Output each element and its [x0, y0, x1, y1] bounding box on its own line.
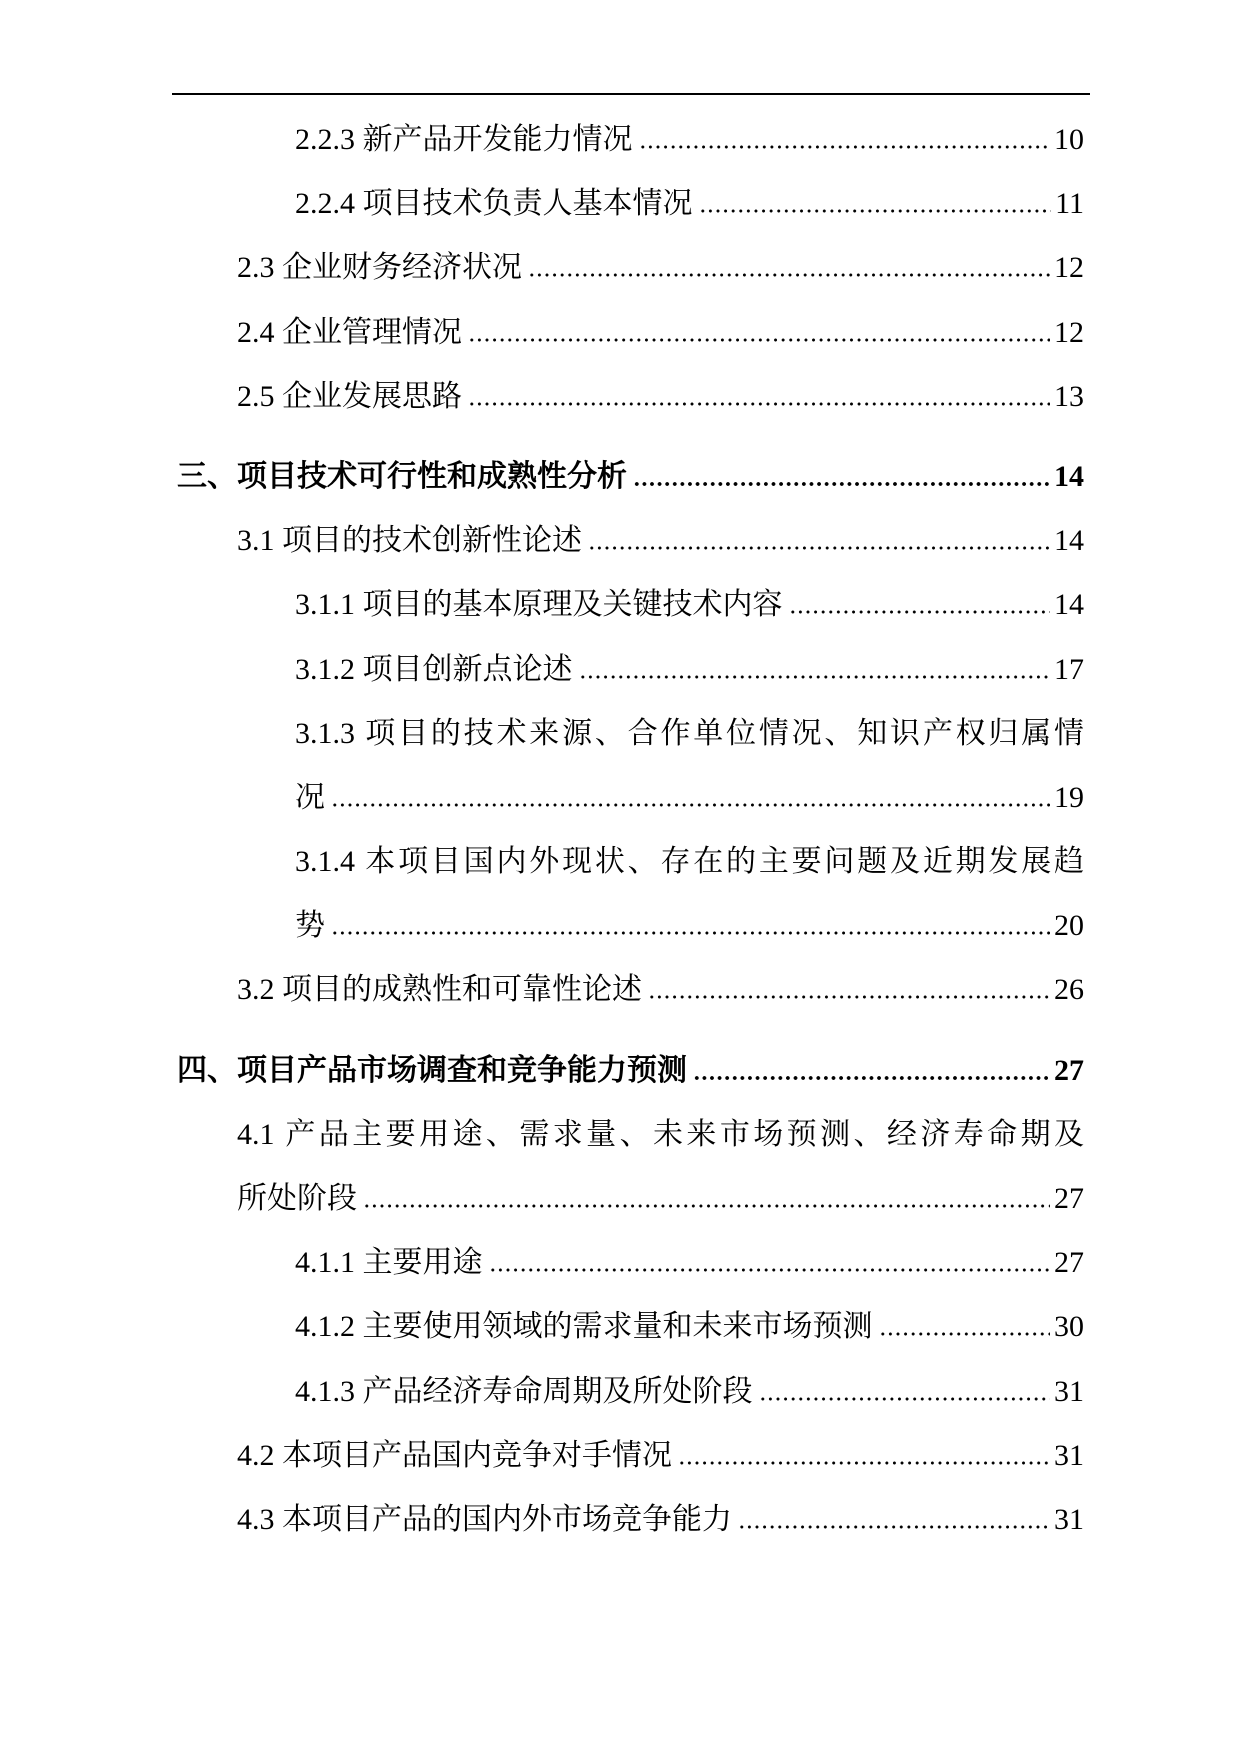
- toc-entry-4-1-1: [172, 1231, 1084, 1295]
- dot-leader: [363, 1204, 1050, 1208]
- toc-entry-label: 4.1.3 产品经济寿命周期及所处阶段: [295, 1374, 753, 1408]
- toc-entry-3-1: [172, 509, 1084, 573]
- toc-entry-3-1-3-line1: 3.1.3 项目的技术来源、合作单位情况、知识产权归属情: [295, 716, 1084, 750]
- dot-leader: [789, 610, 1051, 614]
- toc-entry-2-4: [172, 301, 1084, 365]
- dot-leader: [759, 1397, 1051, 1401]
- toc-entry-label: 2.2.4 项目技术负责人基本情况: [295, 187, 693, 221]
- toc-entry-2-5: [172, 365, 1084, 429]
- dot-leader: [693, 1076, 1050, 1080]
- toc-page-number: 11: [1055, 187, 1084, 221]
- toc-entry-label: 3.1.1 项目的基本原理及关键技术内容: [295, 588, 783, 622]
- dot-leader: [588, 546, 1050, 550]
- table-of-contents: [172, 108, 1084, 1552]
- toc-entry-label: 2.4 企业管理情况: [237, 315, 462, 349]
- toc-entry-2-2-3: [172, 108, 1084, 172]
- toc-page-number: 27: [1054, 1182, 1084, 1215]
- toc-entry-label: 2.3 企业财务经济状况: [237, 251, 522, 285]
- toc-entry-3-1-1: [172, 573, 1084, 637]
- toc-chapter-label: 三、项目技术可行性和成熟性分析: [177, 459, 627, 493]
- dot-leader: [639, 145, 1051, 149]
- toc-entry-label: 4.1.2 主要使用领域的需求量和未来市场预测: [295, 1310, 873, 1344]
- toc-entry-label: 3.2 项目的成熟性和可靠性论述: [237, 973, 642, 1007]
- toc-page-number: 10: [1054, 123, 1084, 156]
- toc-entry-label: 4.2 本项目产品国内竞争对手情况: [237, 1438, 672, 1472]
- toc-entry-label: 3.1 项目的技术创新性论述: [237, 524, 582, 558]
- toc-page-number: 27: [1054, 1246, 1084, 1280]
- toc-entry-label: 2.5 企业发展思路: [237, 379, 462, 413]
- toc-entry-label: 4.3 本项目产品的国内外市场竞争能力: [237, 1502, 732, 1536]
- toc-entry-4-1-line1: 4.1 产品主要用途、需求量、未来市场预测、经济寿命期及: [237, 1117, 1084, 1151]
- toc-page-number: 14: [1054, 459, 1084, 493]
- toc-page-number: 31: [1054, 1502, 1084, 1536]
- toc-page-number: 14: [1054, 524, 1084, 558]
- toc-entry-4-2: [172, 1424, 1084, 1488]
- dot-leader: [331, 931, 1050, 935]
- toc-entry-2-2-4: [172, 172, 1084, 236]
- toc-entry-label: 2.2.3 新产品开发能力情况: [295, 123, 633, 156]
- dot-leader: [468, 402, 1050, 406]
- toc-entry-label-continuation: 况: [295, 780, 325, 814]
- toc-entry-4-1-line2: [172, 1167, 1084, 1231]
- toc-entry-3-1-4-line2: [172, 894, 1084, 958]
- toc-chapter-4: [172, 1039, 1084, 1103]
- toc-entry-label-continuation: 势: [295, 909, 325, 943]
- toc-entry-4-1-3: [172, 1360, 1084, 1424]
- toc-entry-2-3: [172, 236, 1084, 300]
- toc-entry-label: 3.1.2 项目创新点论述: [295, 652, 573, 686]
- dot-leader: [528, 273, 1050, 277]
- toc-entry-label-continuation: 所处阶段: [237, 1182, 357, 1215]
- header-rule: [172, 93, 1090, 95]
- dot-leader: [678, 1461, 1050, 1465]
- dot-leader: [489, 1268, 1051, 1272]
- dot-leader: [738, 1525, 1050, 1529]
- toc-page-number: 14: [1054, 588, 1084, 622]
- dot-leader: [648, 995, 1050, 999]
- toc-page-number: 20: [1054, 909, 1084, 943]
- toc-page-number: 31: [1054, 1438, 1084, 1472]
- toc-page-number: 27: [1054, 1053, 1084, 1087]
- dot-leader: [633, 482, 1050, 486]
- toc-entry-3-1-4-line1: 3.1.4 本项目国内外现状、存在的主要问题及近期发展趋: [295, 845, 1084, 879]
- toc-page-number: 13: [1054, 379, 1084, 413]
- toc-page-number: 12: [1054, 251, 1084, 285]
- toc-page-number: 19: [1054, 780, 1084, 814]
- toc-entry-4-3: [172, 1488, 1084, 1552]
- toc-page-number: 17: [1054, 652, 1084, 686]
- toc-entry-label: 4.1.1 主要用途: [295, 1246, 483, 1280]
- dot-leader: [579, 675, 1051, 679]
- toc-chapter-label: 四、项目产品市场调查和竞争能力预测: [177, 1053, 687, 1087]
- dot-leader: [699, 209, 1052, 213]
- dot-leader: [879, 1332, 1051, 1336]
- toc-page-number: 26: [1054, 973, 1084, 1007]
- toc-entry-4-1-2: [172, 1295, 1084, 1359]
- toc-page-number: 31: [1054, 1374, 1084, 1408]
- toc-entry-3-1-3-line2: [172, 766, 1084, 830]
- dot-leader: [468, 338, 1050, 342]
- toc-entry-3-1-2: [172, 638, 1084, 702]
- toc-page-number: 12: [1054, 315, 1084, 349]
- toc-chapter-3: [172, 445, 1084, 509]
- dot-leader: [331, 803, 1050, 807]
- toc-page-number: 30: [1054, 1310, 1084, 1344]
- toc-entry-3-2: [172, 958, 1084, 1022]
